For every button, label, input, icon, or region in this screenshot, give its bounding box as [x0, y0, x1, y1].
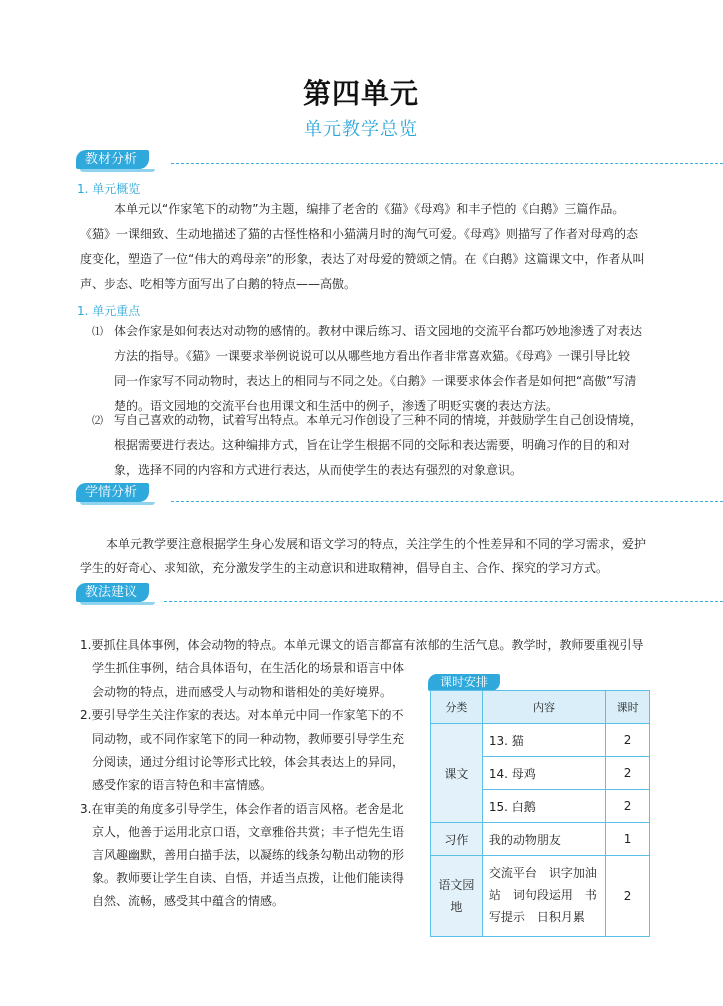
- hours-cell: 2: [606, 856, 650, 937]
- focus-heading: 1. 单元重点: [77, 304, 141, 318]
- content-cell: 13. 猫: [482, 724, 605, 757]
- divider: [164, 601, 723, 602]
- section-tag: 学情分析: [76, 483, 149, 502]
- item-marker: ⑴: [92, 325, 103, 338]
- schedule-tag: 课时安排: [428, 674, 500, 691]
- method-line: 分阅读，通过分组讨论等形式比较，体会其表达上的异同，: [92, 755, 405, 769]
- method-line: 3.在审美的角度多引导学生，体会作者的语言风格。老舍是北: [80, 802, 404, 816]
- learner-line: 学生的好奇心、求知欲，充分激发学生的主动意识和进取精神，倡导自主、合作、探究的学习方式。: [80, 561, 609, 575]
- method-line: 自然、流畅，感受其中蕴含的情感。: [92, 894, 285, 908]
- hours-cell: 2: [606, 757, 650, 790]
- content-cell: 14. 母鸡: [482, 757, 605, 790]
- overview-line: 本单元以“作家笔下的动物”为主题，编排了老舍的《猫》《母鸡》和丰子恺的《白鹅》三篇作品。: [114, 202, 625, 216]
- hours-cell: 1: [606, 823, 650, 856]
- method-line: 感受作家的语言特色和丰富情感。: [92, 778, 273, 792]
- method-line: 京人，他善于运用北京口语，文章雅俗共赏；丰子恺先生语: [92, 825, 405, 839]
- schedule-table: [430, 690, 650, 937]
- content-cell: 我的动物朋友: [482, 823, 605, 856]
- content-cell: 15. 白鹅: [482, 790, 605, 823]
- category-cell: 课文: [431, 724, 483, 823]
- method-line: 2.要引导学生关注作家的表达。对本单元中同一作家笔下的不: [80, 708, 404, 722]
- content-cell: 交流平台 识字加油站 词句段运用 书写提示 日积月累: [482, 856, 605, 937]
- method-line: 会动物的特点，进而感受人与动物和谐相处的美好境界。: [92, 685, 393, 699]
- focus-line: 体会作家是如何表达对动物的感情的。教材中课后练习、语文园地的交流平台都巧妙地渗透了对表达: [114, 324, 643, 338]
- category-cell: 语文园地: [431, 856, 483, 937]
- section-tag: 教法建议: [76, 583, 149, 602]
- method-line: 言风趣幽默，善用白描手法，以凝练的线条勾勒出动物的形: [92, 848, 405, 862]
- table-row: [431, 724, 650, 757]
- focus-line: 方法的指导。《猫》一课要求举例说说可以从哪些地方看出作者非常喜欢猫。《母鸡》一课引导比较: [114, 349, 631, 363]
- hours-cell: 2: [606, 790, 650, 823]
- focus-line: 写自己喜欢的动物，试着写出特点。本单元习作创设了三种不同的情境，并鼓励学生自己创设情境，: [114, 413, 643, 427]
- header-content: 内容: [482, 691, 605, 724]
- table-row: [431, 823, 650, 856]
- focus-line: 象，选择不同的内容和方式进行表达，从而使学生的表达有强烈的对象意识。: [114, 463, 523, 477]
- focus-line: 根据需要进行表达。这种编排方式，旨在让学生根据不同的交际和表达需要，明确习作的目的和对: [114, 438, 631, 452]
- method-line: 象。教师要让学生自读、自悟，并适当点拨，让他们能读得: [92, 871, 405, 885]
- learner-line: 本单元教学要注意根据学生身心发展和语文学习的特点，关注学生的个性差异和不同的学习需求，爱护: [106, 537, 647, 551]
- focus-line: 楚的。语文园地的交流平台也用课文和生活中的例子，渗透了明贬实褒的表达方法。: [114, 399, 559, 413]
- hours-cell: 2: [606, 724, 650, 757]
- item-marker: ⑵: [92, 414, 103, 427]
- method-line: 学生抓住事例，结合具体语句，在生活化的场景和语言中体: [92, 661, 405, 675]
- schedule-table-clip: [430, 690, 652, 924]
- overview-line: 《猫》一课细致、生动地描述了猫的古怪性格和小猫满月时的淘气可爱。《母鸡》则描写了作者对母鸡的态: [80, 227, 639, 241]
- page-subtitle: 单元教学总览: [304, 119, 418, 140]
- header-hours: 课时: [606, 691, 650, 724]
- overview-heading: 1. 单元概览: [77, 182, 141, 196]
- table-row: [431, 856, 650, 937]
- divider: [171, 501, 723, 502]
- overview-line: 声、步态、吃相等方面写出了白鹅的特点——高傲。: [80, 277, 357, 291]
- focus-line: 同一作家写不同动物时，表达上的相同与不同之处。《白鹅》一课要求体会作者是如何把“高傲”写清: [114, 374, 637, 388]
- header-category: 分类: [431, 691, 483, 724]
- divider: [171, 163, 723, 164]
- method-line: 1.要抓住具体事例，体会动物的特点。本单元课文的语言都富有浓郁的生活气息。教学时，教师要重视引导: [80, 638, 644, 652]
- method-line: 同动物，或不同作家笔下的同一种动物，教师要引导学生充: [92, 732, 405, 746]
- overview-line: 度变化，塑造了一位“伟大的鸡母亲”的形象，表达了对母爱的赞颂之情。在《白鹅》这篇课文中，作者从叫: [80, 252, 645, 266]
- section-tag: 教材分析: [76, 150, 149, 169]
- table-header-row: [431, 691, 650, 724]
- page-title: 第四单元: [302, 77, 419, 110]
- category-cell: 习作: [431, 823, 483, 856]
